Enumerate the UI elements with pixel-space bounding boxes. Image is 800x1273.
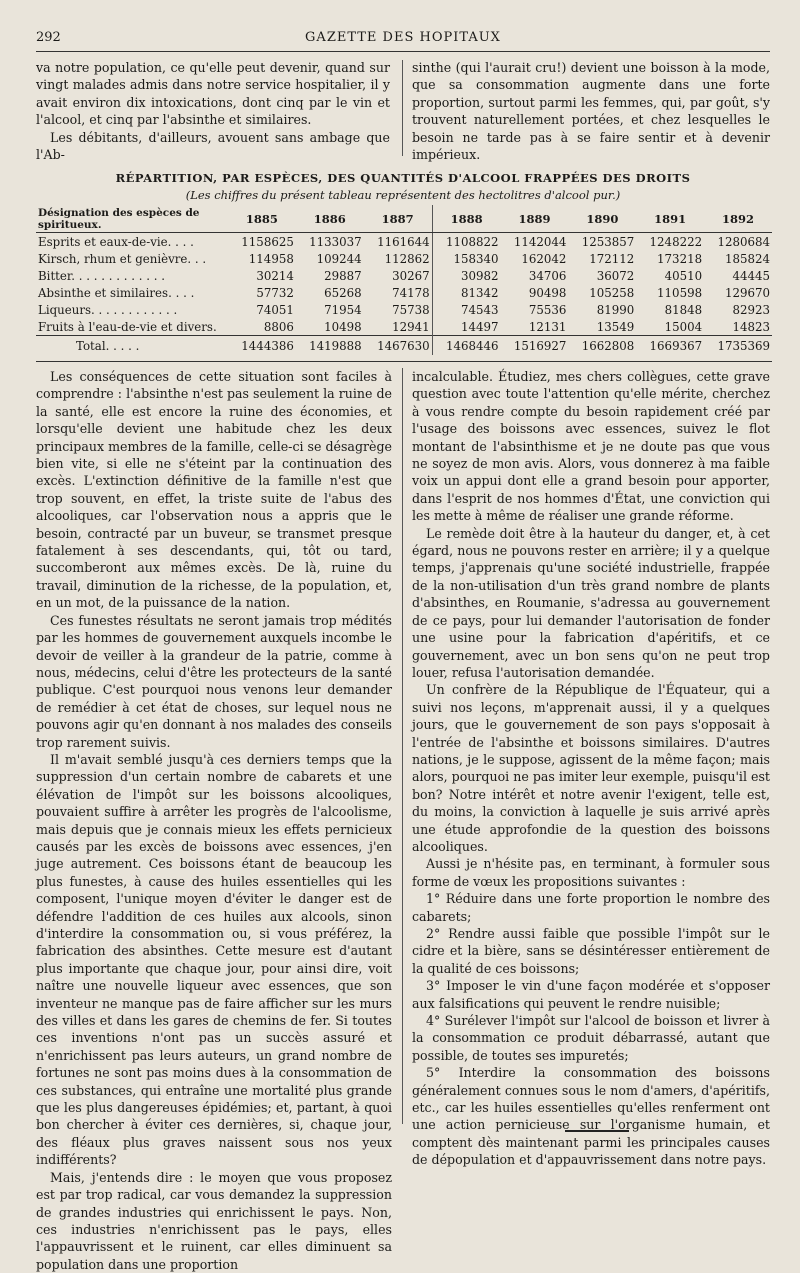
row-label: Absinthe et similaires. . . . — [38, 285, 195, 300]
table-cell: 74051 — [256, 302, 294, 317]
proposal-item: 3° Imposer le vin d'une façon modérée et s'opposer aux falsifications qui peuvent le rendre nuisible; — [412, 978, 770, 1011]
table-row — [36, 233, 772, 251]
row-label: Kirsch, rhum et genièvre. . . — [38, 251, 207, 266]
proposal-item: 5° Interdire la consommation des boissons généralement connues sous le nom d'amers, d'apéritifs, etc., car les huiles essentielles qu'elles renferment ont une action pernicieuse sur l'organisme humain, et comptent dès maintenant parmi les principales causes de dépopulation et d'appauvrissement dans notre pays. — [412, 1065, 770, 1168]
table-cell: 173218 — [657, 251, 703, 266]
table-cell: 1161644 — [377, 234, 430, 249]
body-paragraph: Le remède doit être à la hauteur du danger, et, à cet égard, nous ne pouvons rester en arrière; il y a quelque temps, j'apprenais qu'une société industrielle, frappée de la non-utilisation d'un très grand nombre de plants d'absinthes, en Roumanie, s'adressa au gouvernement de ce pays, pour lui demander l'autorisation de fonder une usine pour la fabrication d'apéritifs, et ce gouvernement, avec un bon sens qu'on ne peut trop louer, refusa l'autorisation demandée. — [412, 525, 770, 680]
year-header: 1886 — [296, 205, 364, 233]
year-header: 1888 — [432, 205, 500, 233]
total-label: Total. . . . . — [36, 336, 228, 355]
table-cell: 109244 — [316, 251, 362, 266]
top-right-paragraph: sinthe (qui l'aurait cru!) devient une boisson à la mode, que sa consommation augmente dans une forte proportion, surtout parmi les femmes, qui, par goût, s'y trouvent naturellement portées, et chez lesquelles le besoin ne tarde pas à se faire sentir et à devenir impérieux. — [412, 60, 770, 163]
table-cell: 75738 — [392, 302, 430, 317]
table-bottom-rule — [36, 361, 772, 362]
table-cell: 81848 — [664, 302, 703, 317]
table-cell: 10498 — [324, 319, 362, 334]
table-cell: 81990 — [596, 302, 635, 317]
column-divider-body — [402, 368, 403, 1124]
total-cell: 1419888 — [296, 336, 364, 355]
total-cell: 1662808 — [568, 336, 636, 355]
proposal-item: 4° Surélever l'impôt sur l'alcool de boisson et livrer à la consommation ce produit débarrassé, autant que possible, de toutes ses impuretés; — [412, 1013, 770, 1063]
table-cell: 8806 — [263, 319, 294, 334]
year-header: 1890 — [568, 205, 636, 233]
table-cell: 1158625 — [241, 234, 294, 249]
page-header — [36, 30, 770, 48]
table-cell: 74178 — [392, 285, 430, 300]
table-subtitle: (Les chiffres du présent tableau représentent des hectolitres d'alcool pur.) — [185, 188, 621, 202]
row-label: Liqueurs. . . . . . . . . . . . — [38, 302, 178, 317]
body-paragraph: Les conséquences de cette situation sont faciles à comprendre : l'absinthe n'est pas seulement la ruine de la santé, elle est encore la ruine des économies, et lorsqu'elle devient une habitude chez les deux principaux membres de la famille, celle-ci se désagrège bien vite, si elle ne s'éteint par la continuation des excès. L'extinction définitive de la famille n'est que trop souvent, en effet, la triste suite de l'abus des alcooliques, car l'observation nous a appris que le besoin, contracté par un buveur, se transmet presque fatalement à ses descendants, qui, tôt ou tard, succomberont aux mêmes excès. De là, ruine du travail, diminution de la richesse, de la population, et, en un mot, de la puissance de la nation. — [36, 369, 392, 611]
table-title: RÉPARTITION, PAR ESPÈCES, DES QUANTITÉS D'ALCOOL FRAPPÉES DES DROITS — [115, 171, 691, 185]
column-divider-top — [402, 60, 403, 156]
table-cell: 12941 — [392, 319, 430, 334]
table-header-row — [36, 205, 772, 233]
table-cell: 30267 — [392, 268, 430, 283]
body-paragraph: Aussi je n'hésite pas, en terminant, à formuler sous forme de vœux les propositions suivantes : — [412, 856, 770, 889]
table-cell: 172112 — [589, 251, 635, 266]
table-cell: 12131 — [528, 319, 567, 334]
page-number: 292 — [36, 30, 61, 45]
body-paragraph: Ces funestes résultats ne seront jamais trop médités par les hommes de gouvernement auxquels incombe le devoir de veiller à la grandeur de la patrie, comme à nous, médecins, celui d'être les protecteurs de la santé publique. C'est pourquoi nous venons leur demander de remédier à cet état de choses, sur lequel nous ne pouvons agir qu'en donnant à nos malades des conseils trop rarement suivis. — [36, 612, 392, 750]
table-cell: 30214 — [256, 268, 294, 283]
table-total-row — [36, 336, 772, 355]
table-cell: 34706 — [528, 268, 567, 283]
table-cell: 105258 — [589, 285, 635, 300]
body-paragraph: Un confrère de la République de l'Équateur, qui a suivi nos leçons, m'apprenait aussi, il y a quelques jours, que le gouvernement de son pays s'opposait à l'entrée de l'absinthe et boissons similaires. D'autres nations, je le suppose, agissent de la même façon; mais alors, pourquoi ne pas imiter leur exemple, puisqu'il est bon? Notre intérêt et notre avenir l'exigent, telle est, du moins, la conviction à laquelle je suis arrivé après une étude approfondie de la question des boissons alcooliques. — [412, 682, 770, 854]
table-cell: 71954 — [324, 302, 362, 317]
table-cell: 15004 — [664, 319, 703, 334]
table-cell: 112862 — [384, 251, 430, 266]
end-ornament — [565, 1129, 629, 1134]
total-cell: 1468446 — [432, 336, 500, 355]
table-cell: 14823 — [732, 319, 770, 334]
year-header: 1887 — [364, 205, 432, 233]
table-row — [36, 284, 772, 301]
total-cell: 1669367 — [636, 336, 704, 355]
table-row — [36, 301, 772, 318]
table-cell: 114958 — [248, 251, 294, 266]
table-cell: 13549 — [596, 319, 635, 334]
table-cell: 1133037 — [309, 234, 362, 249]
table-cell: 90498 — [528, 285, 567, 300]
table-cell: 40510 — [664, 268, 703, 283]
total-cell: 1444386 — [228, 336, 296, 355]
body-paragraph: Mais, j'entends dire : le moyen que vous proposez est par trop radical, car vous demandez la suppression de grandes industries qui enrichissent le pays. Non, ces industries n'enrichissent pas le pays, elles l'appauvrissent et le ruinent, car elles diminuent sa population dans une proportion — [36, 1169, 392, 1272]
table-cell: 129670 — [724, 285, 770, 300]
table-cell: 30982 — [432, 267, 500, 284]
year-header: 1885 — [228, 205, 296, 233]
table-row — [36, 250, 772, 267]
table-cell: 65268 — [324, 285, 362, 300]
table-cell: 1253857 — [581, 234, 635, 249]
table-cell: 110598 — [657, 285, 703, 300]
table-cell: 36072 — [596, 268, 635, 283]
top-left-paragraph-2: Les débitants, d'ailleurs, avouent sans ambage que l'Ab- — [36, 129, 390, 163]
table-row — [36, 267, 772, 284]
year-header: 1892 — [704, 205, 772, 233]
year-header: 1891 — [636, 205, 704, 233]
body-paragraph: Il m'avait semblé jusqu'à ces derniers temps que la suppression d'un certain nombre de cabarets et une élévation de l'impôt sur les boissons alcooliques, pouvaient suffire à arrêter les progrès de l'alcoolisme, mais depuis que je connais mieux les effets pernicieux causés par les excès de boissons avec essences, j'en juge autrement. Ces boissons étant de beaucoup les plus funestes, à cause des huiles essentielles qui les composent, l'unique moyen d'éviter le danger est de défendre l'addition de ces huiles aux alcools, sinon d'interdire la consommation ou, si vous préférez, la fabrication des absinthes. Cette mesure est d'autant plus importante que chaque jour, pour ainsi dire, voit naître une nouvelle liqueur avec essences, que son inventeur ne manque pas de faire afficher sur les murs des villes et dans les gares de chemins de fer. Si toutes ces inventions n'ont pas un succès assuré et n'enrichissent pas leurs auteurs, un grand nombre de fortunes ne sont pas moins dues à la consommation de ces substances, qui entraîne une mortalité plus grande que les plus dangereuses épidémies; et, partant, à quoi bon chercher à éviter ces dernières, si, chaque jour, des fléaux plus graves naissent sous nos yeux indifférents? — [36, 751, 392, 1168]
table-cell: 81342 — [432, 284, 500, 301]
row-label: Esprits et eaux-de-vie. . . . — [38, 234, 194, 249]
header-rule — [36, 51, 770, 52]
table-cell: 29887 — [324, 268, 362, 283]
table-cell: 1248222 — [649, 234, 703, 249]
body-left-column — [36, 368, 392, 1273]
row-label: Bitter. . . . . . . . . . . . . — [38, 268, 165, 283]
total-cell: 1735369 — [704, 336, 772, 355]
alcohol-distribution-table — [36, 205, 772, 355]
top-left-paragraph: va notre population, ce qu'elle peut devenir, quand sur vingt malades admis dans notre service hospitalier, il y avait environ dix intoxications, dont cinq par le vin et l'alcool, et cinq par l'absinthe et similaires. — [36, 60, 390, 128]
table-cell: 14497 — [432, 318, 500, 336]
body-right-column — [412, 368, 770, 1169]
table-cell: 158340 — [432, 250, 500, 267]
table-cell: 1280684 — [717, 234, 770, 249]
top-left-column — [36, 59, 390, 163]
row-label: Fruits à l'eau-de-vie et divers. — [38, 319, 217, 334]
body-paragraph: incalculable. Étudiez, mes chers collègues, cette grave question avec toute l'attention qu'elle mérite, cherchez à vous rendre compte du besoin rapidement créé par l'usage des boissons avec essences, suivez le flot montant de l'absinthisme et je ne doute pas que vous ne soyez de mon avis. Alors, vous donnerez à ma faible voix un appui dont elle a grand besoin pour apporter, dans l'esprit de nos hommes d'État, une conviction qui les mette à même de réaliser une grande réforme. — [412, 369, 770, 524]
table-cell: 1108822 — [432, 233, 500, 251]
label-column-header: Désignation des espèces de spiritueux. — [36, 205, 228, 233]
total-cell: 1516927 — [501, 336, 569, 355]
journal-title: GAZETTE DES HOPITAUX — [305, 30, 501, 45]
table-cell: 1142044 — [513, 234, 567, 249]
year-header: 1889 — [501, 205, 569, 233]
table-cell: 74543 — [432, 301, 500, 318]
table-cell: 57732 — [256, 285, 294, 300]
table-cell: 82923 — [732, 302, 770, 317]
total-cell: 1467630 — [364, 336, 432, 355]
table-cell: 185824 — [724, 251, 770, 266]
proposal-item: 2° Rendre aussi faible que possible l'impôt sur le cidre et la bière, sans se désintéresser entièrement de la qualité de ces boissons; — [412, 926, 770, 976]
table-cell: 75536 — [528, 302, 567, 317]
table-row — [36, 318, 772, 336]
table-cell: 162042 — [521, 251, 567, 266]
table-cell: 44445 — [732, 268, 770, 283]
proposal-item: 1° Réduire dans une forte proportion le nombre des cabarets; — [412, 891, 770, 924]
top-right-column — [412, 59, 770, 163]
